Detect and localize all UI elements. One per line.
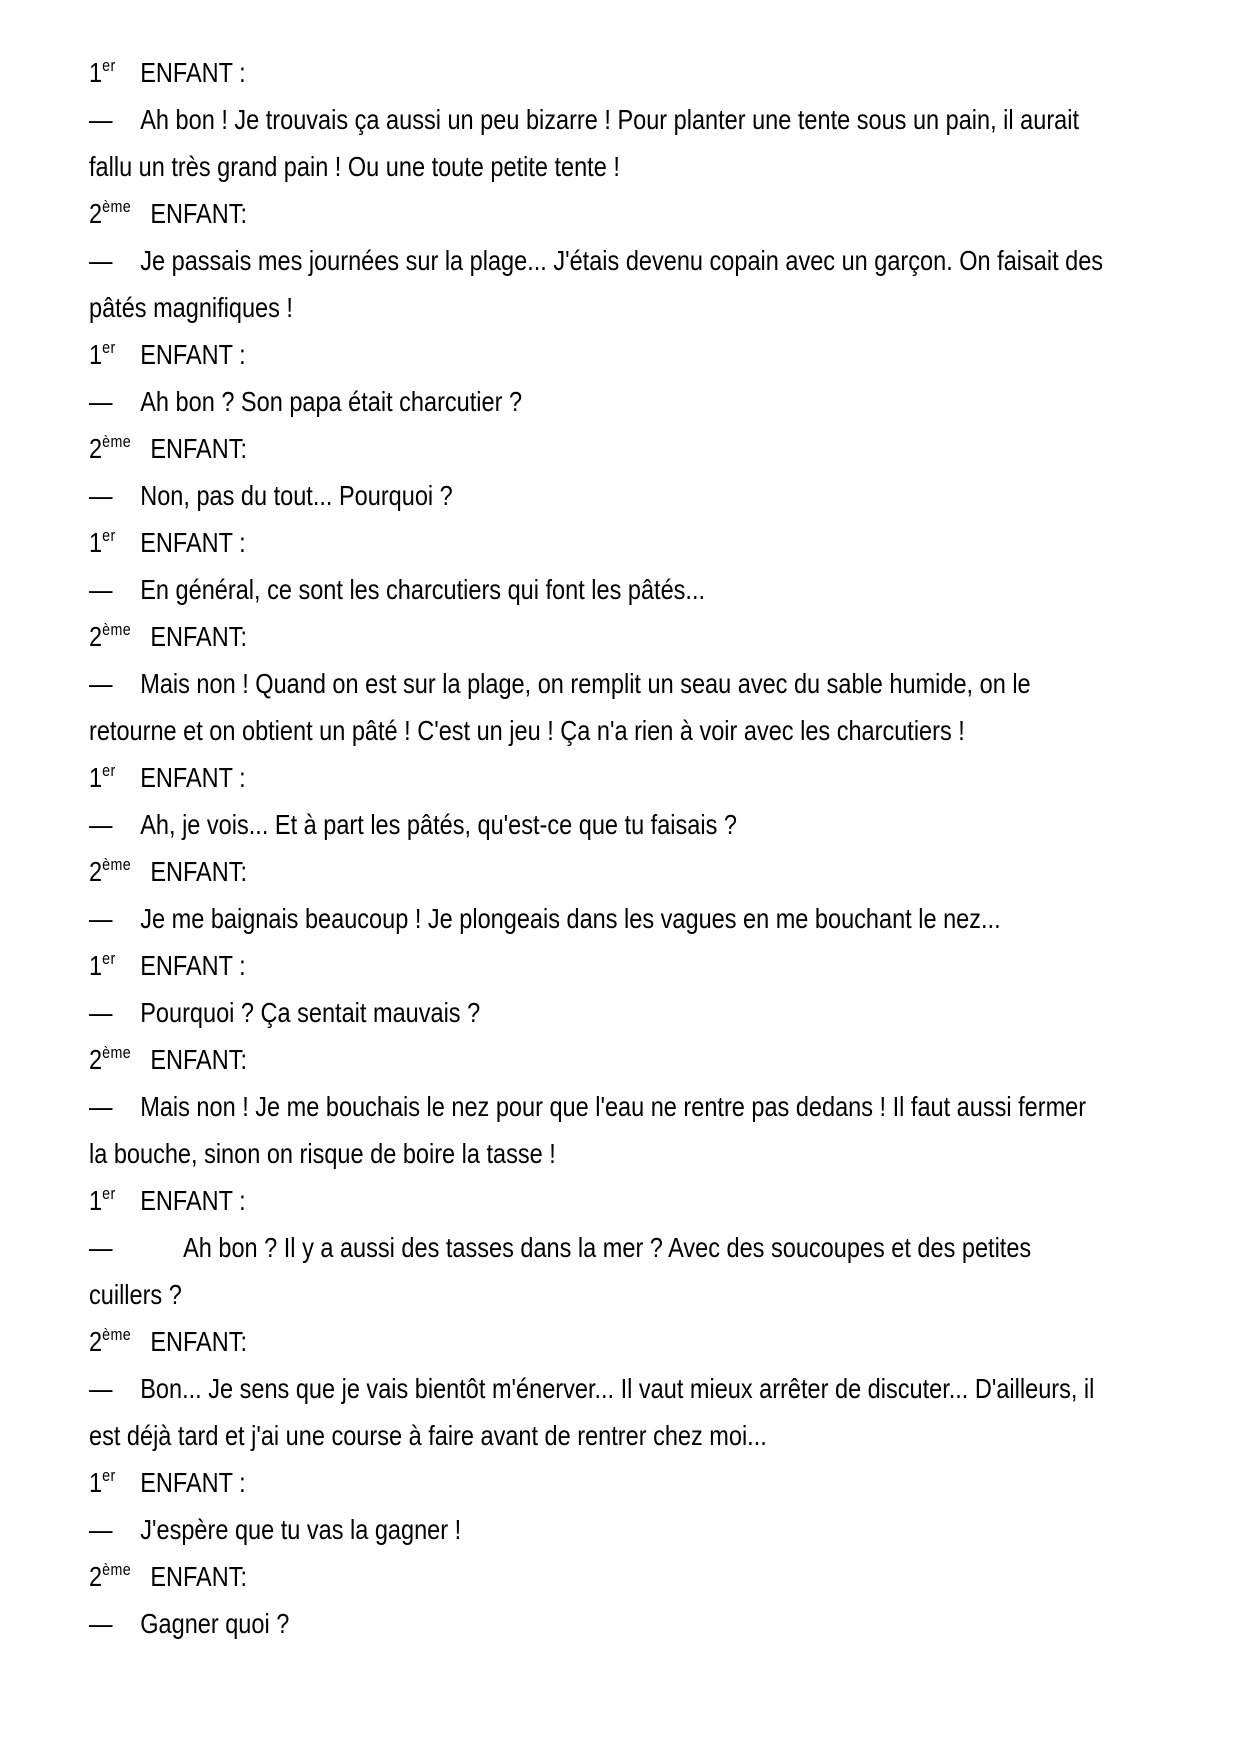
em-dash: — xyxy=(89,386,113,417)
em-dash: — xyxy=(89,574,113,605)
speaker-ordinal-suffix: ème xyxy=(102,1325,132,1344)
speaker-line xyxy=(89,1177,1013,1224)
speaker-ordinal-suffix: ème xyxy=(102,432,132,451)
speaker-ordinal-suffix: ème xyxy=(102,855,132,874)
speaker-number xyxy=(89,1036,150,1087)
dialogue-text: Mais non ! Quand on est sur la plage, on remplit un seau avec du sable humide, on le xyxy=(140,668,1031,699)
dialogue-text: Je me baignais beaucoup ! Je plongeais dans les vagues en me bouchant le nez... xyxy=(140,903,1001,934)
dialogue-text: Ah bon ? Il y a aussi des tasses dans la mer ? Avec des soucoupes et des petites xyxy=(183,1232,1032,1263)
continuation-line xyxy=(89,707,1013,754)
speaker-name: ENFANT: xyxy=(150,433,248,464)
speaker-name: ENFANT: xyxy=(150,1561,248,1592)
speaker-ordinal-suffix: ème xyxy=(102,1560,132,1579)
speaker-ordinal-digit: 2 xyxy=(89,1561,103,1592)
speaker-number xyxy=(89,942,140,993)
speaker-name: ENFANT: xyxy=(150,1044,248,1075)
speaker-name: ENFANT: xyxy=(150,856,248,887)
speaker-number xyxy=(89,613,150,664)
speaker-number xyxy=(89,519,140,570)
dialogue-line xyxy=(89,378,1013,425)
speaker-ordinal-digit: 1 xyxy=(89,950,103,981)
speaker-ordinal-digit: 2 xyxy=(89,856,103,887)
dialogue-text: Ah bon ! Je trouvais ça aussi un peu bizarre ! Pour planter une tente sous un pain, il aurait xyxy=(140,104,1080,135)
speaker-line xyxy=(89,331,1013,378)
speaker-number xyxy=(89,1553,150,1604)
em-dash: — xyxy=(89,1514,113,1545)
dialogue-line xyxy=(89,1600,1013,1647)
dialogue-line xyxy=(89,801,1013,848)
em-dash: — xyxy=(89,1091,113,1122)
em-dash: — xyxy=(89,480,113,511)
speaker-ordinal-digit: 1 xyxy=(89,527,103,558)
speaker-name: ENFANT: xyxy=(150,198,248,229)
em-dash: — xyxy=(89,1373,113,1404)
dialogue-text: fallu un très grand pain ! Ou une toute petite tente ! xyxy=(89,151,620,182)
speaker-name: ENFANT : xyxy=(140,1467,246,1498)
speaker-ordinal-digit: 2 xyxy=(89,198,103,229)
speaker-ordinal-digit: 1 xyxy=(89,762,103,793)
speaker-name: ENFANT : xyxy=(140,762,246,793)
speaker-ordinal-suffix: ème xyxy=(102,620,132,639)
dialogue-text: Je passais mes journées sur la plage... J'étais devenu copain avec un garçon. On faisait des xyxy=(140,245,1104,276)
speaker-ordinal-suffix: ème xyxy=(102,1043,132,1062)
speaker-name: ENFANT: xyxy=(150,1326,248,1357)
speaker-number xyxy=(89,754,140,805)
speaker-number xyxy=(89,49,140,100)
em-dash: — xyxy=(89,1608,113,1639)
speaker-name: ENFANT : xyxy=(140,1185,246,1216)
continuation-line xyxy=(89,1130,1013,1177)
speaker-name: ENFANT : xyxy=(140,527,246,558)
em-dash: — xyxy=(89,245,113,276)
dialogue-text: En général, ce sont les charcutiers qui font les pâtés... xyxy=(140,574,706,605)
speaker-ordinal-suffix: er xyxy=(102,1184,116,1203)
speaker-ordinal-digit: 1 xyxy=(89,1467,103,1498)
dialogue-line xyxy=(89,660,1031,707)
speaker-number xyxy=(89,1318,150,1369)
dialogue-text: Non, pas du tout... Pourquoi ? xyxy=(140,480,453,511)
dialogue-line xyxy=(89,96,1080,143)
em-dash: — xyxy=(89,903,113,934)
speaker-number xyxy=(89,848,150,899)
speaker-line xyxy=(89,190,1013,237)
speaker-ordinal-suffix: er xyxy=(102,338,116,357)
dialogue-text: Ah bon ? Son papa était charcutier ? xyxy=(140,386,523,417)
speaker-line xyxy=(89,848,1013,895)
speaker-ordinal-suffix: er xyxy=(102,526,116,545)
speaker-ordinal-digit: 2 xyxy=(89,433,103,464)
speaker-line xyxy=(89,1459,1013,1506)
dialogue-text: retourne et on obtient un pâté ! C'est un jeu ! Ça n'a rien à voir avec les charcutiers ! xyxy=(89,715,965,746)
speaker-line xyxy=(89,519,1013,566)
dialogue-line xyxy=(89,989,1013,1036)
speaker-name: ENFANT: xyxy=(150,621,248,652)
dialogue-line xyxy=(89,1083,1087,1130)
speaker-line xyxy=(89,1553,1013,1600)
dialogue-text: pâtés magnifiques ! xyxy=(89,292,293,323)
continuation-line xyxy=(89,1271,1013,1318)
speaker-number xyxy=(89,1459,140,1510)
continuation-line xyxy=(89,1412,1013,1459)
dialogue-line xyxy=(89,566,1013,613)
speaker-ordinal-digit: 2 xyxy=(89,1044,103,1075)
speaker-ordinal-digit: 1 xyxy=(89,339,103,370)
dialogue-text: Bon... Je sens que je vais bientôt m'énerver... Il vaut mieux arrêter de discuter... D'ailleurs, il xyxy=(140,1373,1095,1404)
em-dash: — xyxy=(89,809,113,840)
dialogue-line xyxy=(89,1506,1013,1553)
dialogue-line xyxy=(89,895,1013,942)
speaker-line xyxy=(89,49,1013,96)
dialogue-text: la bouche, sinon on risque de boire la tasse ! xyxy=(89,1138,556,1169)
speaker-ordinal-digit: 2 xyxy=(89,1326,103,1357)
document-page xyxy=(89,49,1189,1647)
dialogue-text: Gagner quoi ? xyxy=(140,1608,290,1639)
em-dash: — xyxy=(89,668,113,699)
speaker-ordinal-suffix: er xyxy=(102,56,116,75)
speaker-ordinal-digit: 2 xyxy=(89,621,103,652)
speaker-ordinal-suffix: er xyxy=(102,949,116,968)
speaker-ordinal-suffix: er xyxy=(102,761,116,780)
speaker-name: ENFANT : xyxy=(140,950,246,981)
dialogue-line xyxy=(89,1224,1032,1271)
em-dash: — xyxy=(89,104,113,135)
continuation-line xyxy=(89,143,1013,190)
speaker-number xyxy=(89,190,150,241)
speaker-line xyxy=(89,1036,1013,1083)
speaker-number xyxy=(89,425,150,476)
speaker-line xyxy=(89,1318,1013,1365)
continuation-line xyxy=(89,284,1013,331)
em-dash: — xyxy=(89,997,113,1028)
speaker-number xyxy=(89,1177,140,1228)
dialogue-text: Ah, je vois... Et à part les pâtés, qu'est-ce que tu faisais ? xyxy=(140,809,737,840)
dialogue-text: J'espère que tu vas la gagner ! xyxy=(140,1514,462,1545)
dialogue-text: cuillers ? xyxy=(89,1279,182,1310)
dialogue-text: Pourquoi ? Ça sentait mauvais ? xyxy=(140,997,481,1028)
speaker-ordinal-digit: 1 xyxy=(89,57,103,88)
speaker-line xyxy=(89,754,1013,801)
dialogue-line xyxy=(89,472,1013,519)
speaker-line xyxy=(89,613,1013,660)
dialogue-line xyxy=(89,1365,1095,1412)
em-dash: — xyxy=(89,1232,113,1263)
speaker-name: ENFANT : xyxy=(140,57,246,88)
dialogue-text: Mais non ! Je me bouchais le nez pour que l'eau ne rentre pas dedans ! Il faut aussi fermer xyxy=(140,1091,1087,1122)
speaker-ordinal-suffix: ème xyxy=(102,197,132,216)
speaker-ordinal-suffix: er xyxy=(102,1466,116,1485)
dialogue-text: est déjà tard et j'ai une course à faire avant de rentrer chez moi... xyxy=(89,1420,767,1451)
speaker-line xyxy=(89,942,1013,989)
speaker-number xyxy=(89,331,140,382)
speaker-ordinal-digit: 1 xyxy=(89,1185,103,1216)
speaker-line xyxy=(89,425,1013,472)
speaker-name: ENFANT : xyxy=(140,339,246,370)
dialogue-line xyxy=(89,237,1104,284)
